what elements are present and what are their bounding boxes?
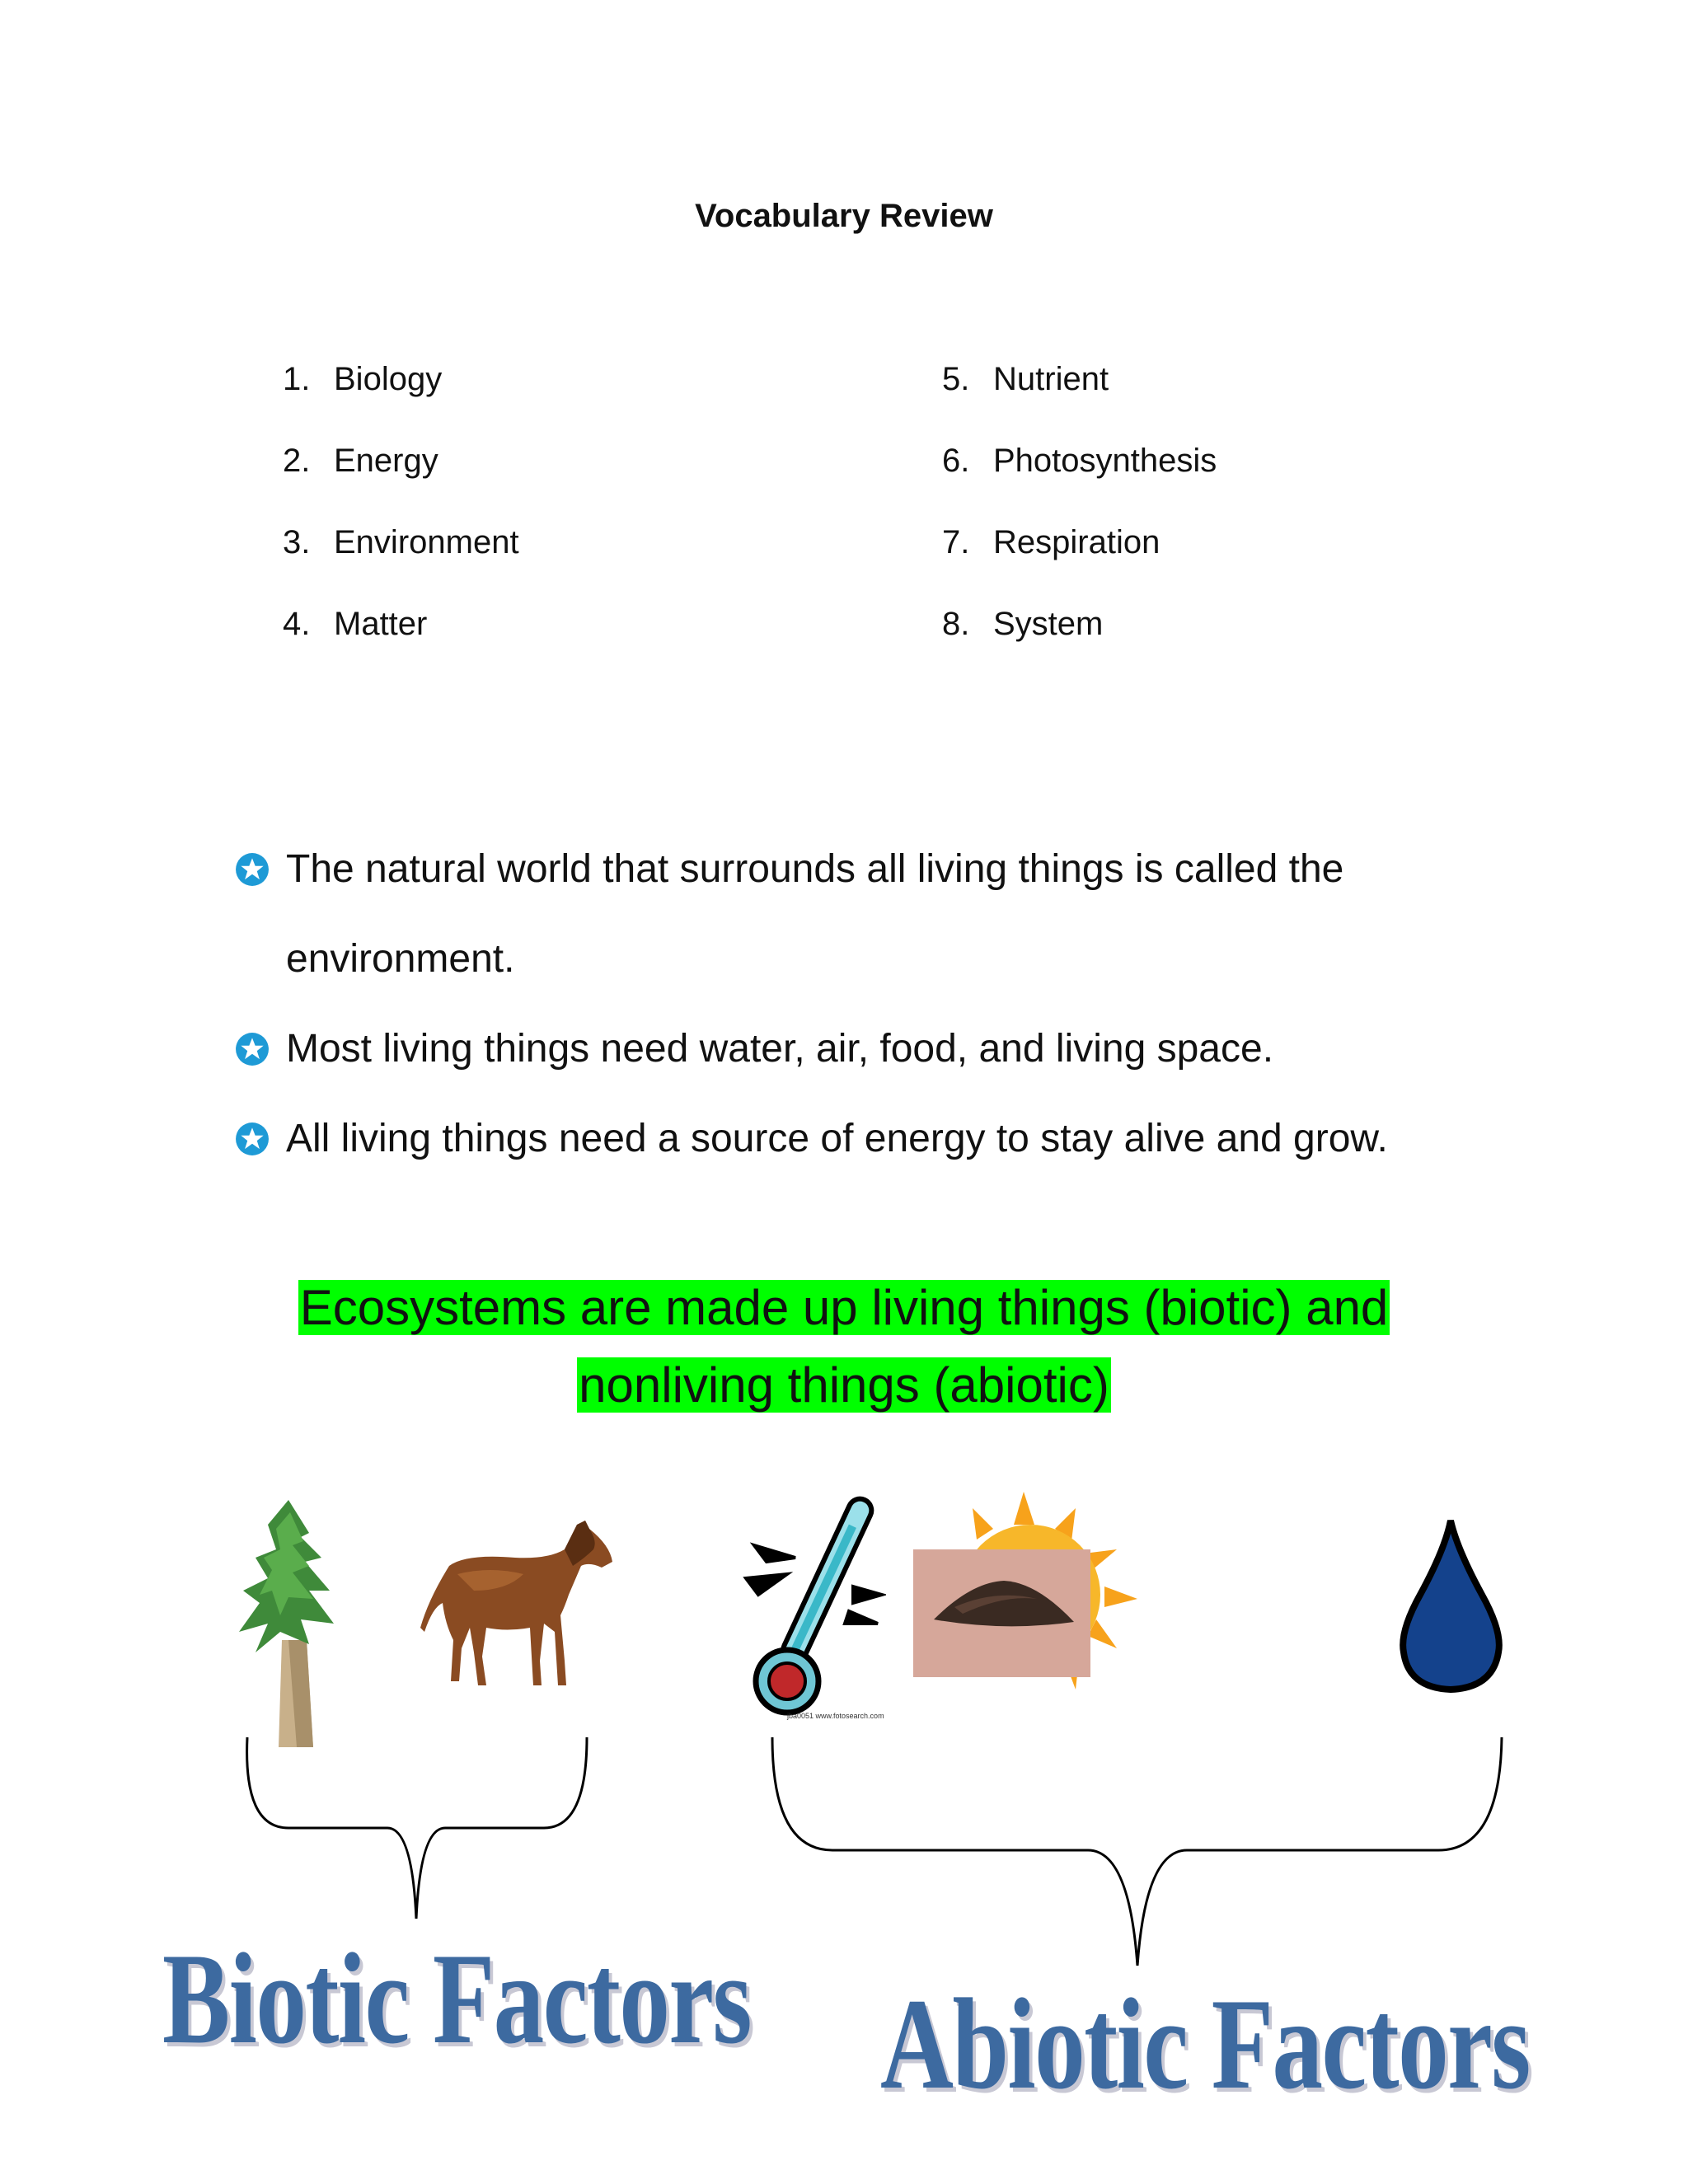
vocab-number: 3. <box>283 524 311 560</box>
thermometer-caption: jba0051 www.fotosearch.com <box>787 1712 884 1720</box>
vocab-number: 1. <box>283 361 311 397</box>
vocab-word: Environment <box>334 524 519 560</box>
fact-text: The natural world that surrounds all living things is called the environment. <box>286 847 1344 981</box>
vocab-word: Photosynthesis <box>993 443 1217 479</box>
vocab-number: 6. <box>942 443 970 479</box>
biotic-factors-label: Biotic Factors <box>162 1927 751 2071</box>
ecosystem-line-2: nonliving things (abiotic) <box>579 1357 1109 1413</box>
vocab-number: 7. <box>942 524 970 560</box>
page-title: Vocabulary Review <box>695 198 993 234</box>
vocab-word: Matter <box>334 606 428 642</box>
vocab-number: 5. <box>942 361 970 397</box>
vocab-number: 2. <box>283 443 311 479</box>
vocab-word: Nutrient <box>993 361 1109 397</box>
vocab-word: System <box>993 606 1104 642</box>
vocab-word: Biology <box>334 361 443 397</box>
fact-text: All living things need a source of energy to stay alive and grow. <box>286 1117 1388 1160</box>
fact-text: Most living things need water, air, food, and living space. <box>286 1027 1274 1071</box>
vocab-number: 8. <box>942 606 970 642</box>
vocab-word: Respiration <box>993 524 1160 560</box>
ecosystem-line-1: Ecosystems are made up living things (biotic) and <box>299 1280 1389 1335</box>
vocab-number: 4. <box>283 606 311 642</box>
abiotic-factors-label: Abiotic Factors <box>880 1972 1530 2116</box>
vocab-word: Energy <box>334 443 438 479</box>
